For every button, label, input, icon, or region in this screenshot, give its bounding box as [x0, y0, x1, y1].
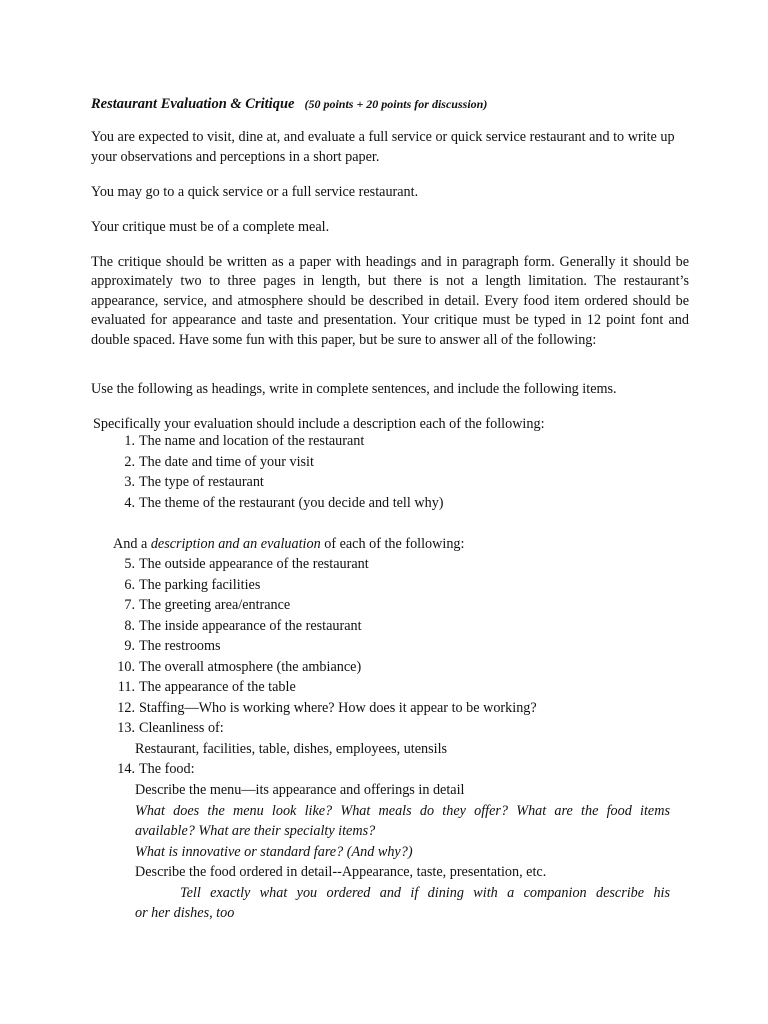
food-ordered-description: Describe the food ordered in detail--Appearance, taste, presentation, etc. — [135, 864, 547, 880]
list-item — [113, 575, 689, 596]
list-text: The outside appearance of the restaurant — [139, 556, 369, 572]
list-number: 13. — [117, 720, 135, 736]
list-text: The theme of the restaurant (you decide and tell why) — [139, 494, 444, 511]
list-text: The overall atmosphere (the ambiance) — [139, 658, 362, 675]
list-text: The parking facilities — [139, 576, 261, 593]
document-title — [91, 94, 689, 114]
list-food-item — [113, 759, 689, 780]
list-item — [113, 472, 689, 493]
and-a-suffix: of each of the following: — [320, 536, 465, 552]
cleanliness-detail: Restaurant, facilities, table, dishes, employees, utensils — [135, 741, 448, 757]
list-number: 9. — [124, 638, 135, 654]
list-text: The inside appearance of the restaurant — [139, 617, 362, 634]
list-item — [113, 759, 689, 780]
list-item — [113, 554, 689, 575]
menu-question-line-2: available? What are their specialty items? — [135, 823, 376, 839]
list-item — [113, 493, 689, 514]
tell-exactly-line-1: Tell exactly what you ordered and if dining with a companion describe his — [180, 884, 670, 901]
list-item — [113, 452, 689, 473]
list-text: The type of restaurant — [139, 474, 264, 490]
list-evaluations — [113, 554, 689, 739]
list-number: 11. — [117, 679, 135, 695]
list-text: The food: — [139, 761, 195, 777]
list-item — [113, 431, 689, 452]
points-note: (50 points + 20 points for discussion) — [304, 97, 488, 111]
paragraph-headings: Use the following as headings, write in complete sentences, and include the following items. — [91, 381, 617, 397]
list-number: 6. — [124, 576, 135, 593]
list-item — [113, 718, 689, 739]
list-number: 5. — [124, 556, 135, 572]
list-text: Cleanliness of: — [139, 720, 224, 736]
list-item — [113, 616, 689, 637]
list-number: 1. — [124, 433, 135, 449]
innovative-question: What is innovative or standard fare? (And why?) — [135, 843, 413, 860]
paragraph-restaurant-type: You may go to a quick service or a full service restaurant. — [91, 184, 419, 200]
and-a-prefix: And a — [113, 536, 151, 552]
paragraph-specifically: Specifically your evaluation should include a description each of the following: — [93, 416, 545, 432]
list-number: 14. — [117, 761, 135, 777]
title-text: Restaurant Evaluation & Critique — [91, 96, 295, 112]
list-text: Staffing—Who is working where? How does it appear to be working? — [139, 699, 537, 716]
food-details — [135, 780, 670, 924]
tell-exactly-line-2: or her dishes, too — [135, 905, 235, 921]
paragraph-complete-meal: Your critique must be of a complete meal. — [91, 219, 330, 235]
list-text: The name and location of the restaurant — [139, 433, 365, 449]
list-number: 3. — [124, 474, 135, 490]
list-text: The greeting area/entrance — [139, 597, 291, 613]
list-number: 10. — [117, 658, 135, 675]
list-number: 2. — [124, 453, 135, 470]
list-item — [113, 698, 689, 719]
list-text: The appearance of the table — [139, 679, 296, 695]
list-text: The restrooms — [139, 638, 221, 654]
list-text: The date and time of your visit — [139, 453, 314, 470]
list-descriptions — [113, 431, 689, 513]
paragraph-intro: You are expected to visit, dine at, and evaluate a full service or quick service restaurant and to write up your observations and perceptions in a short paper. — [91, 129, 675, 165]
and-a-heading — [113, 534, 711, 554]
and-a-italic: description and an evaluation — [150, 536, 321, 552]
menu-description: Describe the menu—its appearance and offerings in detail — [135, 782, 465, 798]
list-number: 4. — [124, 494, 135, 511]
list-number: 12. — [117, 699, 135, 716]
list-number: 8. — [124, 617, 135, 634]
menu-question-line-1: What does the menu look like? What meals do they offer? What are the food items — [135, 802, 670, 819]
list-item — [113, 657, 689, 678]
paragraph-format: The critique should be written as a paper with headings and in paragraph form. Generally it should be approximately two to three pages in length, but there is not a length limitation. The restaurant’s appearance, service, and atmosphere should be described in detail. Every food item ordered should be evaluated for appearance and taste and presentation. Your critique must be typed in 12 point font and double spaced. Have some fun with this paper, but be sure to answer all of the following: — [91, 254, 689, 348]
list-item — [113, 677, 689, 698]
list-item — [113, 595, 689, 616]
list-number: 7. — [124, 597, 135, 613]
list-item — [113, 636, 689, 657]
